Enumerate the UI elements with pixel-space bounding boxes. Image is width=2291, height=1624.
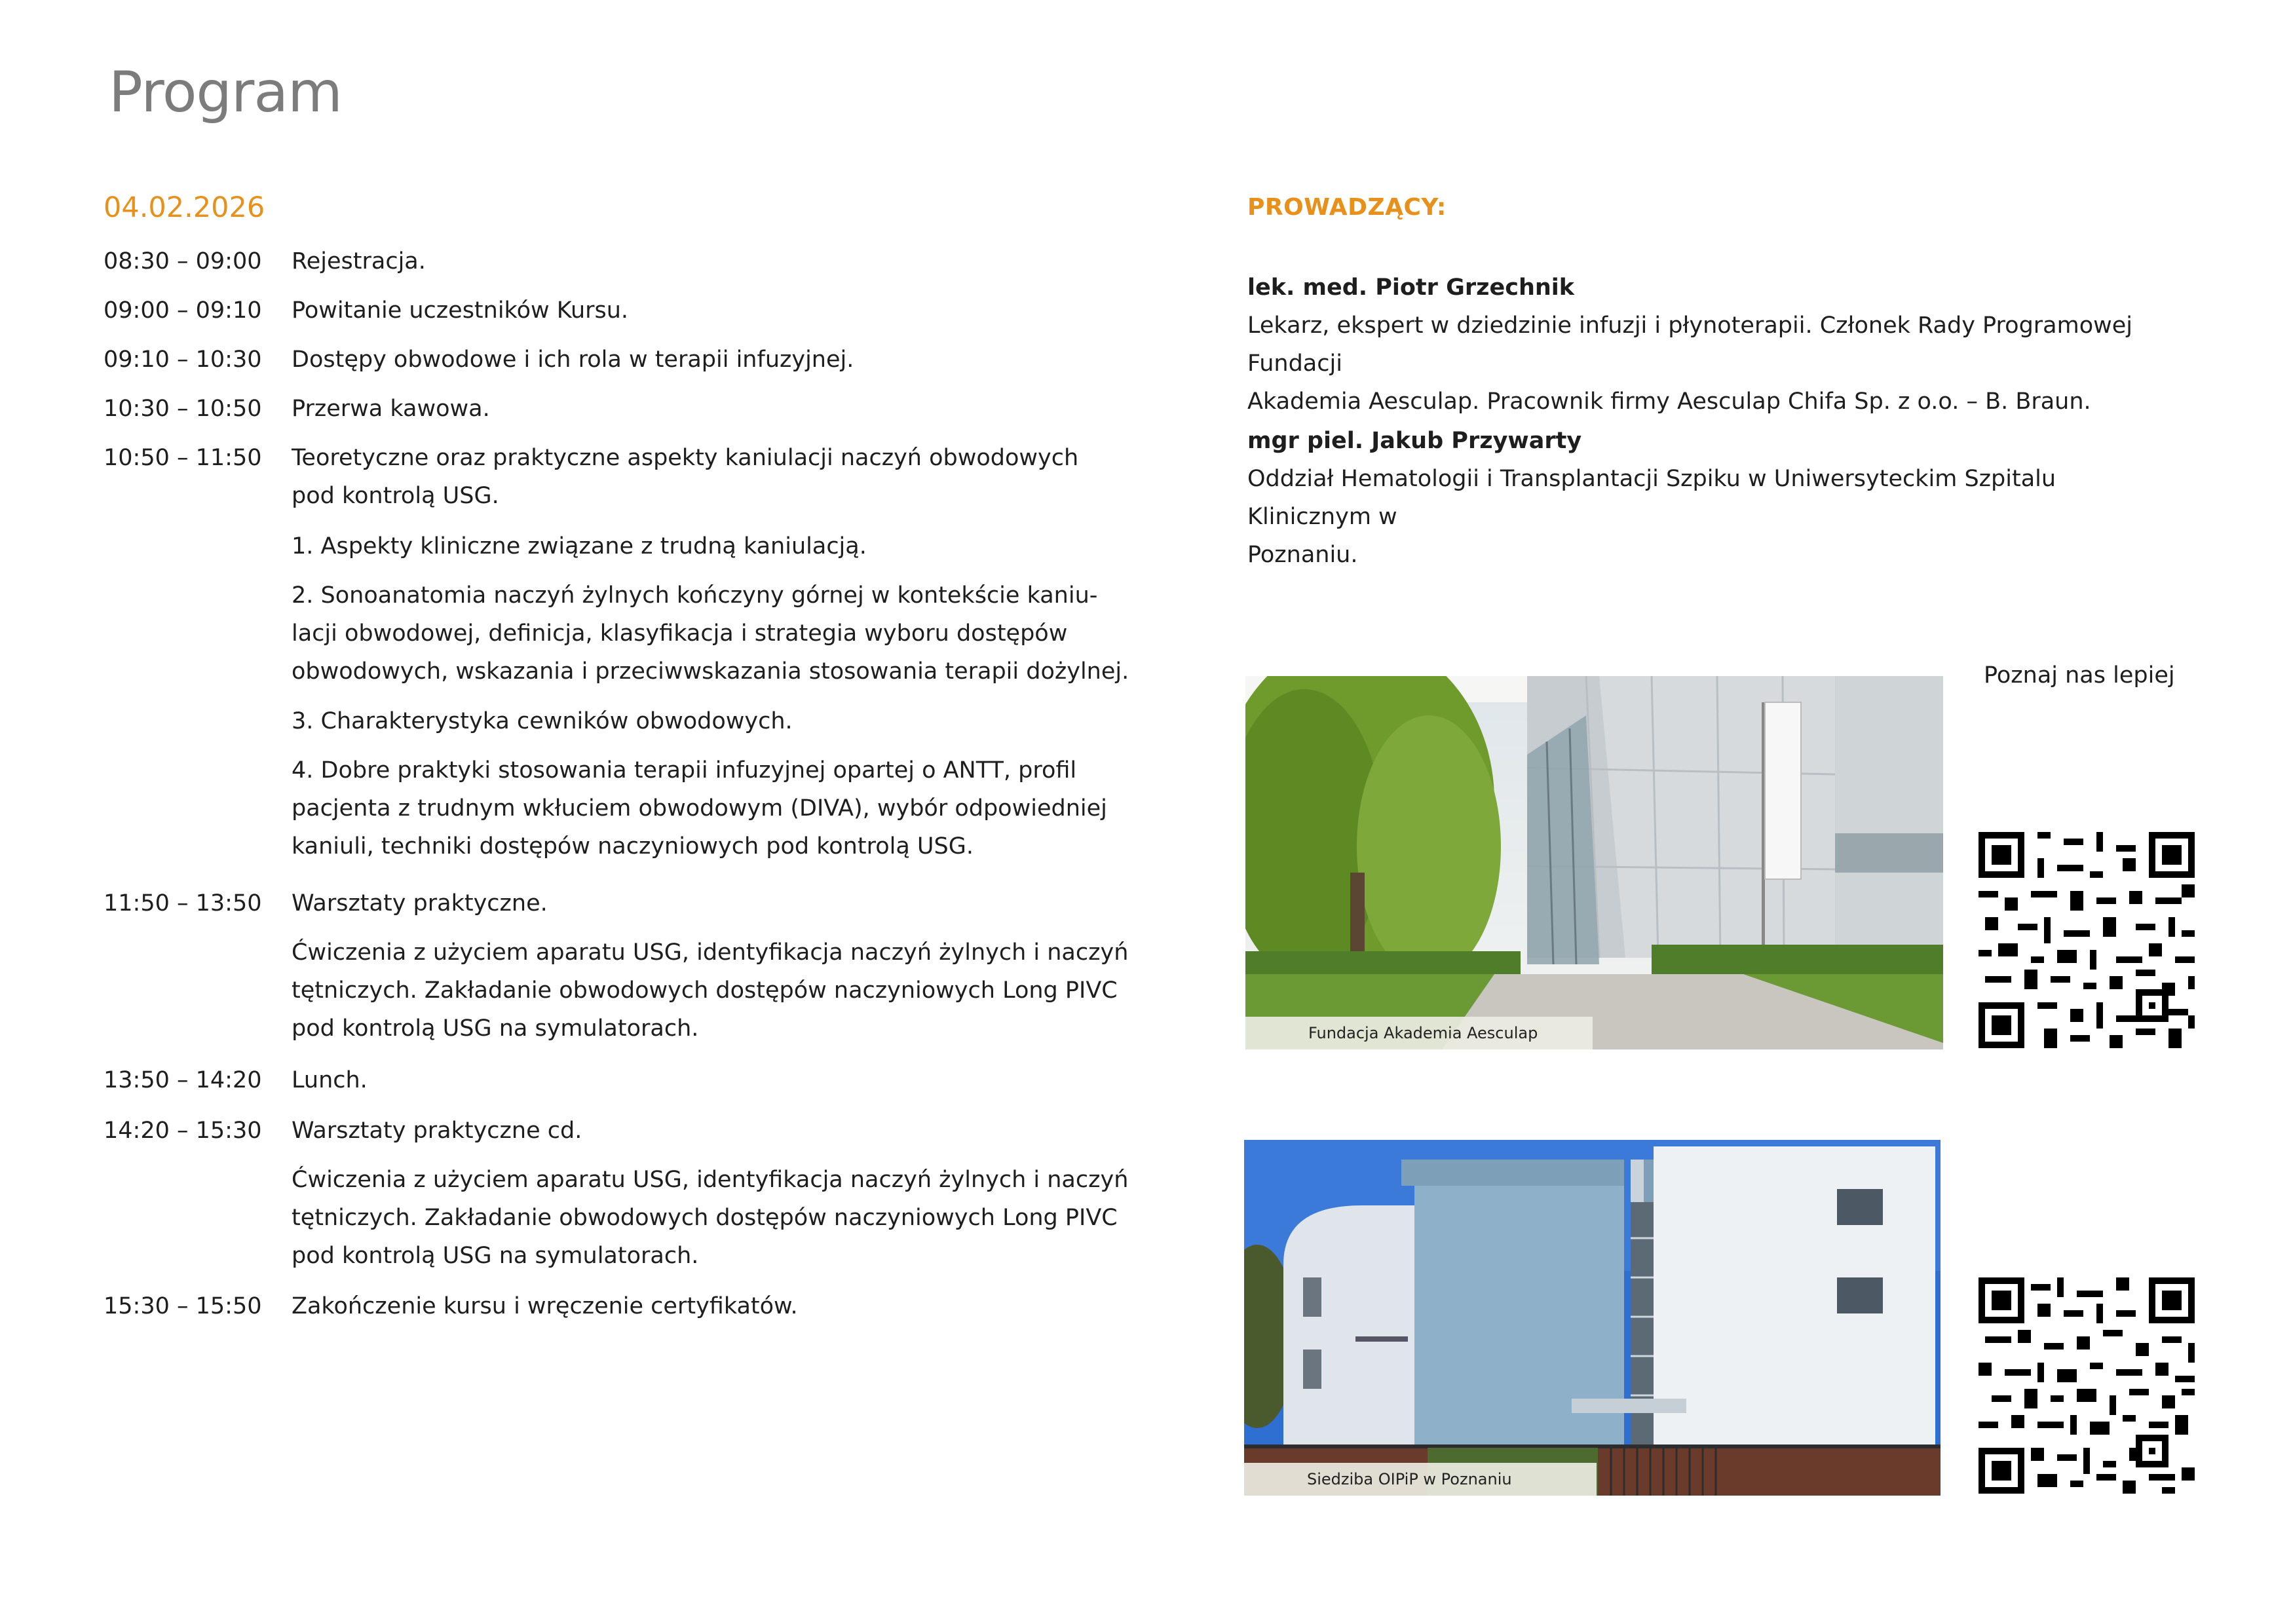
qr-code-icon — [1979, 832, 2195, 1048]
leader-entry — [1247, 269, 2184, 421]
photo-siedziba-oipip — [1244, 1140, 1941, 1496]
schedule-time: 13:50 – 14:20 — [104, 1067, 262, 1093]
photo-akademia-aesculap — [1245, 676, 1943, 1049]
program-date: 04.02.2026 — [104, 191, 265, 224]
schedule-time: 10:30 – 10:50 — [104, 396, 262, 422]
leader-desc: Akademia Aesculap. Pracownik firmy Aesculap Chifa Sp. z o.o. – B. Braun. — [1247, 388, 2091, 415]
leader-desc: Poznaniu. — [1247, 542, 1358, 568]
building-illustration — [1245, 676, 1943, 1049]
qr-code[interactable] — [1979, 1277, 2195, 1494]
schedule-desc: 3. Charakterystyka cewników obwodowych. — [292, 708, 793, 734]
schedule-desc: Ćwiczenia z użyciem aparatu USG, identyfikacja naczyń żylnych i naczyń tętniczych. Zakładanie obwodowych dostępów naczyniowych Long PIVC pod kontrolą USG na symulatorach. — [292, 1167, 1129, 1269]
schedule-desc: Teoretyczne oraz praktyczne aspekty kaniulacji naczyń obwodowych pod kontrolą USG. — [292, 445, 1079, 509]
poznaj-label: Poznaj nas lepiej — [1984, 662, 2175, 689]
schedule-desc: Przerwa kawowa. — [292, 396, 490, 422]
page-title: Program — [109, 60, 342, 125]
schedule-desc: Lunch. — [292, 1067, 368, 1093]
schedule-desc: Rejestracja. — [292, 248, 426, 274]
building-illustration — [1244, 1140, 1941, 1496]
schedule-desc: Warsztaty praktyczne cd. — [292, 1118, 582, 1144]
leader-name: lek. med. Piotr Grzechnik — [1247, 274, 1575, 301]
leader-desc: Lekarz, ekspert w dziedzinie infuzji i płynoterapii. Członek Rady Programowej Fundacji — [1247, 312, 2133, 377]
schedule-desc: 2. Sonoanatomia naczyń żylnych kończyny górnej w kontekście kaniu- lacji obwodowej, definicja, klasyfikacja i strategia wyboru dostępów obwodowych, wskazania i przeciwwskazania stosowania terapii dożylnej. — [292, 582, 1129, 685]
schedule-desc: 1. Aspekty kliniczne związane z trudną kaniulacją. — [292, 533, 867, 559]
schedule-time: 14:20 – 15:30 — [104, 1118, 262, 1144]
photo-caption: Fundacja Akademia Aesculap — [1245, 1017, 1593, 1049]
schedule-time: 09:00 – 09:10 — [104, 297, 262, 324]
schedule-desc: Powitanie uczestników Kursu. — [292, 297, 629, 324]
schedule-time: 10:50 – 11:50 — [104, 445, 262, 471]
qr-code-icon — [1979, 1277, 2195, 1494]
schedule-desc: Dostępy obwodowe i ich rola w terapii infuzyjnej. — [292, 347, 854, 373]
schedule-desc: Zakończenie kursu i wręczenie certyfikatów. — [292, 1293, 798, 1319]
schedule-time: 09:10 – 10:30 — [104, 347, 262, 373]
schedule-desc: 4. Dobre praktyki stosowania terapii infuzyjnej opartej o ANTT, profil pacjenta z trudnym wkłuciem obwodowym (DIVA), wybór odpowiedniej kaniuli, techniki dostępów naczyniowych pod kontrolą USG. — [292, 757, 1107, 859]
schedule-desc: Ćwiczenia z użyciem aparatu USG, identyfikacja naczyń żylnych i naczyń tętniczych. Zakładanie obwodowych dostępów naczyniowych Long PIVC pod kontrolą USG na symulatorach. — [292, 939, 1129, 1042]
schedule-time: 08:30 – 09:00 — [104, 248, 262, 274]
leader-entry — [1247, 422, 2184, 574]
schedule-desc: Warsztaty praktyczne. — [292, 890, 548, 916]
photo-caption: Siedziba OIPiP w Poznaniu — [1244, 1463, 1597, 1496]
leader-desc: Oddział Hematologii i Transplantacji Szpiku w Uniwersyteckim Szpitalu Klinicznym w — [1247, 466, 2056, 530]
leader-name: mgr piel. Jakub Przywarty — [1247, 428, 1582, 454]
schedule-time: 15:30 – 15:50 — [104, 1293, 262, 1319]
leaders-heading: PROWADZĄCY: — [1247, 194, 1447, 221]
qr-code[interactable] — [1979, 832, 2195, 1048]
schedule-time: 11:50 – 13:50 — [104, 890, 262, 916]
